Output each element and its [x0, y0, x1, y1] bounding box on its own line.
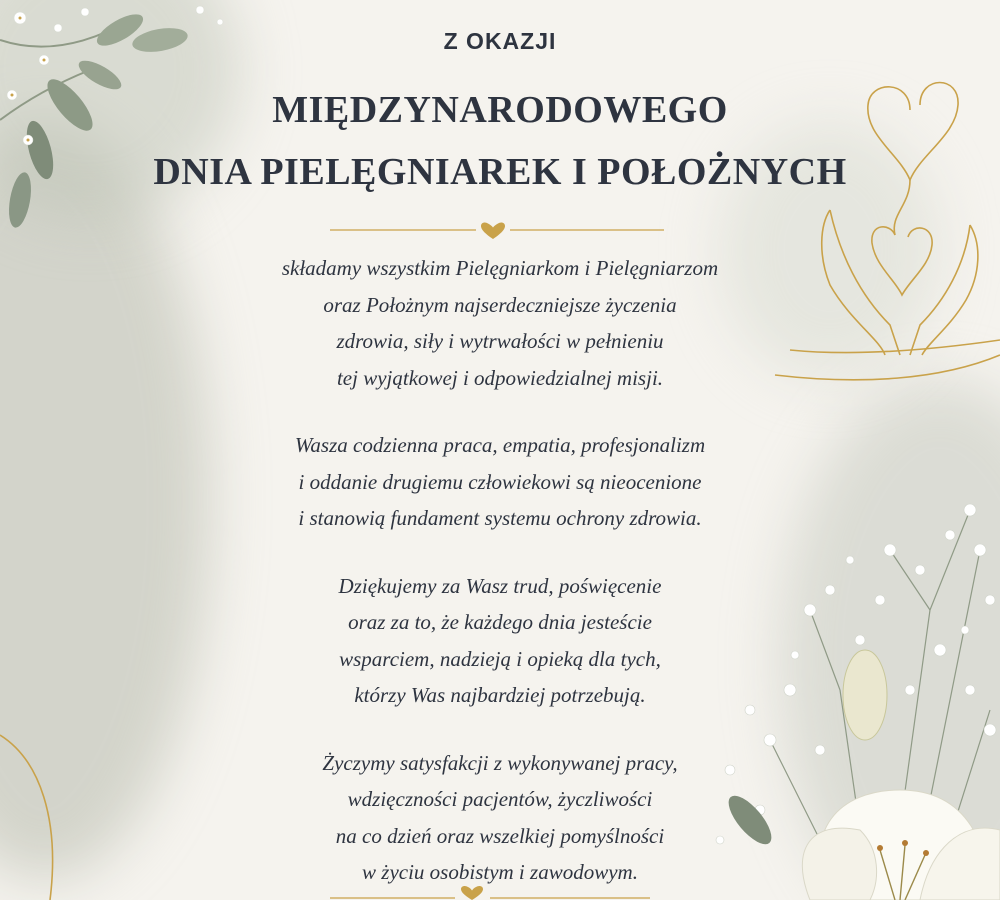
greeting-message — [150, 250, 850, 900]
message-line: Życzymy satysfakcji z wykonywanej pracy, — [322, 750, 678, 775]
message-line: i oddanie drugiemu człowiekowi są nieocenione — [298, 469, 702, 494]
occasion-label: Z OKAZJI — [443, 28, 557, 54]
heart-divider-icon — [0, 222, 1000, 242]
message-paragraph — [150, 427, 850, 537]
message-line: tej wyjątkowej i odpowiedzialnej misji. — [336, 365, 664, 390]
title-line-1: MIĘDZYNARODOWEGO — [272, 89, 728, 131]
message-paragraph — [150, 568, 850, 714]
message-paragraph — [150, 250, 850, 396]
message-line: wsparciem, nadzieją i opieką dla tych, — [339, 646, 661, 671]
message-line: i stanowią fundament systemu ochrony zdrowia. — [298, 506, 702, 530]
message-line: zdrowia, siły i wytrwałości w pełnieniu — [336, 329, 664, 353]
message-paragraph — [150, 745, 850, 891]
message-line: oraz za to, że każdego dnia jesteście — [348, 610, 652, 634]
message-line: w życiu osobistym i zawodowym. — [362, 860, 638, 884]
heart-divider-icon — [0, 882, 1000, 900]
message-line: Dziękujemy za Wasz trud, poświęcenie — [338, 573, 662, 598]
message-line: na co dzień oraz wszelkiej pomyślności — [335, 823, 665, 848]
gold-arc-icon — [0, 730, 70, 900]
message-line: którzy Was najbardziej potrzebują. — [354, 683, 646, 707]
message-line: oraz Położnym najserdeczniejsze życzenia — [323, 292, 677, 317]
message-line: wdzięczności pacjentów, życzliwości — [347, 787, 653, 811]
message-line: składamy wszystkim Pielęgniarkom i Pielęgniarzom — [281, 256, 719, 280]
title-line-2: DNIA PIELĘGNIAREK I POŁOŻNYCH — [153, 151, 847, 193]
message-line: Wasza codzienna praca, empatia, profesjonalizm — [294, 433, 706, 457]
